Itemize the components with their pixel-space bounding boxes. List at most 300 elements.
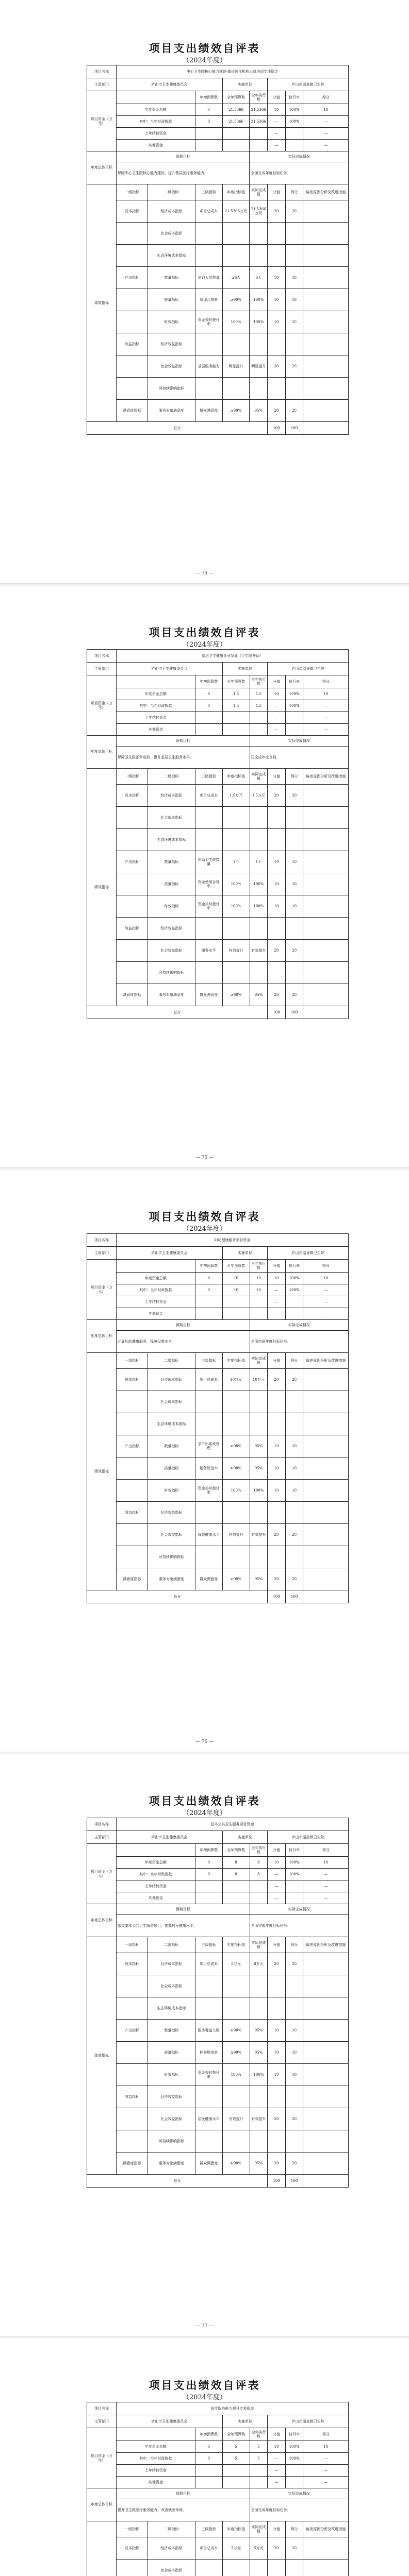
- col-header: 实际完成值: [250, 184, 268, 200]
- budget-value: 1.5: [222, 700, 250, 712]
- budget-value: 10: [303, 2441, 349, 2453]
- indicator-l2: 时效指标: [148, 2064, 195, 2086]
- indicator-l2: 数量指标: [148, 267, 195, 289]
- indicator-target: ≥6人: [222, 267, 250, 289]
- indicator-l3: [195, 1975, 222, 1997]
- indicator-note: [303, 2042, 349, 2064]
- indicator-row: [87, 785, 349, 807]
- col-header: 分值: [268, 2521, 286, 2537]
- goals-group-label: 年度总体目标: [87, 1320, 117, 1353]
- indicator-weight: [268, 1997, 286, 2020]
- budget-value: 10: [222, 1273, 250, 1284]
- budget-group-label: 项目资金（万元）: [87, 2428, 117, 2488]
- indicator-l3: [195, 2086, 222, 2108]
- table-row: [87, 1915, 349, 1937]
- indicator-l1: [116, 223, 148, 245]
- indicator-row: [87, 918, 349, 940]
- budget-row: [87, 688, 349, 700]
- budget-value: —: [268, 724, 286, 736]
- indicator-target: [222, 807, 250, 829]
- indicator-note: [303, 311, 349, 333]
- project-name-value: 医疗服务能力提升专项资金: [117, 2402, 349, 2415]
- indicator-l1: [117, 895, 148, 918]
- budget-value: 100%: [285, 688, 303, 700]
- indicator-row: [87, 1480, 349, 1502]
- indicator-l2: 社会成本指标: [148, 1391, 195, 1413]
- table-cell: [117, 1260, 195, 1273]
- indicator-l2: 经济效益指标: [148, 918, 195, 940]
- budget-group-label: 项目资金（万元）: [87, 1260, 117, 1320]
- project-name-label: 项目名称: [87, 1234, 117, 1247]
- indicator-row: [87, 873, 349, 895]
- indicator-row: [87, 200, 349, 223]
- indicator-score: 10: [285, 311, 303, 333]
- budget-value: 100%: [285, 1857, 303, 1869]
- col-header: 一级指标: [117, 2521, 148, 2537]
- indicator-target: 1.5万元: [222, 785, 250, 807]
- budget-value: 8: [250, 1869, 268, 1880]
- indicator-l2: 质量指标: [148, 873, 195, 895]
- indicator-score: [285, 962, 303, 984]
- indicator-row: [87, 2130, 349, 2153]
- document-page: [0, 1753, 409, 2337]
- col-header: 一级指标: [117, 1937, 148, 1953]
- indicator-note: [303, 1502, 349, 1524]
- budget-value: [222, 1296, 250, 1308]
- total-label: 总分: [87, 422, 268, 435]
- goal-text: 落实基本公共卫生服务项目，提高居民健康水平。: [117, 1915, 250, 1937]
- impl-value: 庐山市温泉镇卫生院: [268, 2415, 349, 2428]
- budget-value: —: [303, 1892, 349, 1904]
- budget-value: [195, 1880, 222, 1892]
- budget-row-label: 上年结转资金: [117, 2465, 195, 2477]
- total-note: [303, 1006, 349, 1019]
- col-header: 年度指标值: [222, 184, 250, 200]
- indicator-note: [303, 400, 349, 422]
- col-header: 三级指标: [195, 1937, 222, 1953]
- indicator-note: [303, 2020, 349, 2042]
- document-page: [0, 0, 409, 584]
- budget-value: [285, 2465, 303, 2477]
- indicator-actual: [250, 1391, 268, 1413]
- indicator-target: [222, 2086, 250, 2108]
- table-row: [87, 1904, 349, 1915]
- indicator-note: [303, 1953, 349, 1975]
- indicator-l2: 生态环境成本指标: [148, 1997, 195, 2020]
- col-header: 一级指标: [117, 769, 148, 785]
- budget-value: [250, 140, 268, 151]
- col-header: 实际完成值: [250, 769, 268, 785]
- indicator-target: ≥90%: [222, 400, 250, 422]
- indicator-weight: [268, 1413, 286, 1435]
- indicator-l2: 可持续影响指标: [148, 1546, 195, 1568]
- indicator-l3: 项目总成本: [195, 785, 222, 807]
- indicator-l1: [116, 378, 148, 400]
- col-header: 得分: [285, 769, 303, 785]
- budget-value: 1.5: [250, 688, 268, 700]
- indicator-actual: 21.5366万元: [250, 200, 268, 223]
- indicator-actual: 95%: [250, 2020, 268, 2042]
- indicator-target: [222, 1413, 250, 1435]
- indicator-weight: 10: [268, 873, 286, 895]
- indicator-l3: 居民健康水平: [195, 2108, 222, 2130]
- goal-actual-header: 实际完成情况: [250, 2488, 348, 2499]
- indicator-score: [285, 829, 303, 851]
- indicator-l3: [195, 1413, 222, 1435]
- dept-value: 庐山市卫生健康委员会: [117, 663, 223, 675]
- indicator-score: 20: [285, 1524, 303, 1546]
- dept-value: 庐山市卫生健康委员会: [117, 1831, 223, 1844]
- indicator-target: [222, 378, 250, 400]
- goal-text: 开展妇幼健康服务，保障母婴安全。: [117, 1331, 250, 1353]
- col-header: 分值: [268, 91, 286, 104]
- col-header: 得分: [303, 1260, 349, 1273]
- total-row: [87, 2175, 349, 2188]
- indicator-weight: 10: [268, 1435, 286, 1458]
- col-header: 分值: [268, 1844, 286, 1857]
- budget-value: [250, 712, 268, 724]
- budget-value: 10: [268, 104, 286, 116]
- indicator-score: 10: [285, 289, 303, 311]
- indicator-weight: 20: [268, 400, 286, 422]
- indicator-l3: [195, 2130, 222, 2153]
- indicator-l3: 档案规范率: [195, 2042, 222, 2064]
- table-row: [87, 162, 349, 184]
- indicator-l3: [195, 807, 222, 829]
- indicator-weight: 20: [268, 1524, 286, 1546]
- budget-value: —: [268, 2477, 286, 2488]
- indicator-actual: 95%: [250, 1568, 268, 1590]
- budget-value: —: [303, 1284, 349, 1296]
- indicator-l1: [117, 962, 148, 984]
- indicator-row: [87, 333, 349, 355]
- evaluation-table: [87, 649, 349, 1019]
- indicator-row: [87, 1458, 349, 1480]
- budget-value: 1.5: [250, 700, 268, 712]
- indicator-weight: 20: [268, 2108, 286, 2130]
- page-number: — 77 —: [195, 2324, 214, 2329]
- indicator-target: [222, 245, 250, 267]
- indicator-target: 有效提升: [222, 2108, 250, 2130]
- total-row: [87, 422, 349, 435]
- indicator-row: [87, 400, 349, 422]
- indicator-l1: 效益指标: [117, 2086, 148, 2108]
- goal-result: 全面完成年度目标任务。: [250, 1915, 348, 1937]
- indicator-l3: 培训合格率: [195, 289, 222, 311]
- indicator-note: [303, 1369, 349, 1391]
- indicator-l1: [117, 1546, 148, 1568]
- budget-value: 0: [195, 1869, 222, 1880]
- table-row: [87, 65, 349, 78]
- indicator-l1: [117, 2108, 148, 2130]
- indicator-l3: 项目总成本: [195, 1953, 222, 1975]
- indicator-target: [222, 1391, 250, 1413]
- indicator-row: [87, 1568, 349, 1590]
- indicator-score: 10: [285, 1480, 303, 1502]
- page-year: （2024年度）: [182, 2394, 227, 2401]
- budget-row: [87, 2441, 349, 2453]
- table-row: [87, 2402, 349, 2415]
- total-label: 总分: [87, 1006, 268, 1019]
- indicator-score: [285, 1413, 303, 1435]
- indicator-l3: 服务规范率: [195, 1458, 222, 1480]
- budget-value: 100%: [285, 104, 303, 116]
- page-number: — 75 —: [195, 1155, 214, 1160]
- budget-row: [87, 1273, 349, 1284]
- budget-row-label: 其中：当年财政拨款: [117, 2453, 195, 2465]
- budget-row: [87, 1892, 349, 1904]
- page-year: （2024年度）: [182, 57, 227, 64]
- budget-value: [195, 1308, 222, 1320]
- indicator-row: [87, 1435, 349, 1458]
- indicator-note: [303, 918, 349, 940]
- indicator-score: [285, 1391, 303, 1413]
- indicator-l2: 社会效益指标: [148, 1524, 195, 1546]
- total-note: [303, 1590, 349, 1603]
- indicator-actual: [250, 2086, 268, 2108]
- indicator-target: [222, 223, 250, 245]
- indicator-note: [303, 785, 349, 807]
- page-separator: [0, 1167, 409, 1170]
- indicator-weight: 10: [268, 1458, 286, 1480]
- total-score: 100: [285, 422, 303, 435]
- indicator-l2: 经济效益指标: [148, 333, 195, 355]
- indicator-l3: [195, 2560, 222, 2576]
- indicator-l2: 经济成本指标: [148, 785, 195, 807]
- indicator-score: 20: [285, 940, 303, 962]
- indicator-weight: [268, 1546, 286, 1568]
- col-header: 二级指标: [148, 769, 195, 785]
- col-header: 执行率: [285, 1844, 303, 1857]
- budget-value: 8: [222, 1857, 250, 1869]
- indicator-l2: 社会成本指标: [148, 223, 195, 245]
- indicator-score: [285, 2130, 303, 2153]
- budget-value: —: [268, 1892, 286, 1904]
- budget-value: [195, 712, 222, 724]
- col-header: 偏差原因分析及改进措施: [303, 1937, 349, 1953]
- indicator-l1: 产出指标: [116, 267, 148, 289]
- budget-row: [87, 700, 349, 712]
- budget-value: [285, 140, 303, 151]
- budget-value: [285, 128, 303, 140]
- indicator-l1: [117, 807, 148, 829]
- indicator-target: 21.5366万元: [222, 200, 250, 223]
- budget-row: [87, 1869, 349, 1880]
- indicator-l1: [117, 2042, 148, 2064]
- indicator-l3: 补助卫生院数量: [195, 851, 222, 873]
- total-row: [87, 1006, 349, 1019]
- budget-row: [87, 116, 349, 128]
- indicator-weight: 20: [268, 785, 286, 807]
- indicator-actual: 95%: [250, 1435, 268, 1458]
- indicator-target: ≥90%: [222, 1435, 250, 1458]
- budget-row-label: 其中：当年财政拨款: [116, 116, 195, 128]
- goal-result: 全面完成年度目标任务。: [250, 1331, 348, 1353]
- indicator-l2: 服务对象满意度: [148, 1568, 195, 1590]
- indicator-actual: 100%: [250, 2064, 268, 2086]
- indicator-weight: [268, 333, 286, 355]
- indicator-actual: 100%: [250, 895, 268, 918]
- budget-value: [222, 712, 250, 724]
- indicator-actual: [250, 829, 268, 851]
- indicator-l2: 可持续影响指标: [148, 2130, 195, 2153]
- col-header: 三级指标: [195, 769, 222, 785]
- indicator-weight: 20: [268, 1953, 286, 1975]
- budget-group-label: 项目资金（万元）: [87, 1844, 117, 1904]
- goal-expected-header: 预期目标: [117, 2488, 250, 2499]
- budget-value: —: [303, 2477, 349, 2488]
- indicator-score: 20: [285, 400, 303, 422]
- budget-value: 100%: [285, 1284, 303, 1296]
- indicator-note: [303, 245, 349, 267]
- page-title: 项目支出绩效自评表: [149, 1210, 260, 1223]
- indicator-actual: [250, 1413, 268, 1435]
- budget-value: [250, 2477, 268, 2488]
- budget-row-label: 其他资金: [117, 1308, 195, 1320]
- col-header: 全年预算数: [222, 1844, 250, 1857]
- budget-value: [195, 1892, 222, 1904]
- indicator-note: [303, 1413, 349, 1435]
- indicator-score: 20: [285, 2537, 303, 2560]
- total-score: 100: [285, 1590, 303, 1603]
- indicator-row: [87, 1546, 349, 1568]
- indicator-note: [303, 1546, 349, 1568]
- indicator-l3: [195, 378, 222, 400]
- indicator-target: ≥90%: [222, 984, 250, 1006]
- page-title: 项目支出绩效自评表: [149, 2379, 260, 2392]
- indicator-target: [222, 829, 250, 851]
- indicator-weight: 10: [268, 895, 286, 918]
- indicator-l2: 质量指标: [148, 2042, 195, 2064]
- indicator-score: 20: [285, 2153, 303, 2175]
- indicator-target: [222, 333, 250, 355]
- budget-row-label: 其他资金: [116, 140, 195, 151]
- budget-value: [222, 1308, 250, 1320]
- indicator-l2: 社会成本指标: [148, 807, 195, 829]
- indicator-target: 有效提升: [222, 940, 250, 962]
- indicator-score: [285, 223, 303, 245]
- budget-value: —: [268, 116, 286, 128]
- document-page: [0, 2337, 409, 2576]
- budget-row-label: 上年结转资金: [117, 712, 195, 724]
- budget-value: 10: [303, 1857, 349, 1869]
- col-header: 三级指标: [195, 2521, 222, 2537]
- impl-value: 庐山市温泉镇卫生院: [268, 663, 349, 675]
- indicator-l3: [195, 1997, 222, 2020]
- budget-value: —: [303, 140, 349, 151]
- indicator-note: [303, 1435, 349, 1458]
- col-header: 二级指标: [148, 2521, 195, 2537]
- dept-label: 主管部门: [87, 1247, 117, 1260]
- indicator-l3: 资金按时拨付率: [195, 311, 222, 333]
- indicator-row: [87, 1413, 349, 1435]
- budget-value: [250, 1296, 268, 1308]
- indicators-group-label: [87, 2521, 117, 2576]
- goal-text: 保障卫生院正常运转，提升基层卫生服务水平。: [117, 747, 250, 769]
- evaluation-table: [87, 1818, 349, 2188]
- indicator-l3: [195, 918, 222, 940]
- indicator-score: [285, 1997, 303, 2020]
- budget-value: 21.5366: [222, 104, 250, 116]
- indicator-l2: 生态环境成本指标: [148, 829, 195, 851]
- col-header: 年初预算数: [195, 675, 222, 688]
- table-row: [87, 1247, 349, 1260]
- dept-value: 庐山市卫生健康委员会: [117, 1247, 223, 1260]
- indicator-l2: 服务对象满意度: [148, 400, 195, 422]
- indicator-score: 20: [285, 2108, 303, 2130]
- indicator-l1: [117, 873, 148, 895]
- total-note: [303, 2175, 349, 2188]
- indicator-row: [87, 1524, 349, 1546]
- indicator-target: 100%: [222, 895, 250, 918]
- indicator-note: [303, 873, 349, 895]
- indicator-l1: [117, 1524, 148, 1546]
- project-name-label: 项目名称: [87, 2402, 117, 2415]
- budget-row-label: 其中：当年财政拨款: [117, 1869, 195, 1880]
- indicator-l1: 效益指标: [116, 333, 148, 355]
- indicator-l3: 资金使用合规率: [195, 873, 222, 895]
- project-name-value: 中心卫生院核心能力建设·基层医疗机构人员培训专项资金: [116, 65, 348, 78]
- table-cell: [117, 2428, 195, 2441]
- indicator-note: [303, 378, 349, 400]
- indicator-score: [285, 807, 303, 829]
- indicator-l1: 成本指标: [117, 785, 148, 807]
- indicator-weight: [268, 1502, 286, 1524]
- budget-group-label: 项目资金（万元）: [87, 675, 117, 736]
- dept-value: 庐山市卫生健康委员会: [117, 2415, 223, 2428]
- total-score: 100: [285, 1006, 303, 1019]
- indicator-actual: 10万元: [250, 1369, 268, 1391]
- indicator-row: [87, 2086, 349, 2108]
- budget-row-label: 年度资金总额: [117, 1273, 195, 1284]
- indicator-target: 明显提升: [222, 355, 250, 378]
- indicator-l1: 成本指标: [116, 200, 148, 223]
- indicator-l2: 数量指标: [148, 1435, 195, 1458]
- indicator-l1: [116, 355, 148, 378]
- total-weight: 100: [268, 422, 286, 435]
- indicator-l3: 资金按时拨付率: [195, 1480, 222, 1502]
- budget-value: [250, 1892, 268, 1904]
- total-weight: 100: [268, 2175, 286, 2188]
- page-separator: [0, 1752, 409, 1754]
- indicator-l2: 社会效益指标: [148, 940, 195, 962]
- budget-value: 0: [195, 1284, 222, 1296]
- budget-value: —: [303, 128, 349, 140]
- indicator-actual: [250, 962, 268, 984]
- col-header: 全年预算数: [222, 675, 250, 688]
- dept-label: 主管部门: [87, 1831, 117, 1844]
- indicator-actual: 100%: [250, 1480, 268, 1502]
- col-header: 得分: [285, 184, 303, 200]
- budget-value: 5: [250, 2441, 268, 2453]
- indicator-weight: 20: [268, 1369, 286, 1391]
- indicator-l3: 群众满意度: [195, 2153, 222, 2175]
- table-row: [87, 663, 349, 675]
- indicator-weight: [268, 1975, 286, 1997]
- indicator-score: 10: [285, 1458, 303, 1480]
- indicator-target: 5万元: [222, 2537, 250, 2560]
- indicator-row: [87, 829, 349, 851]
- total-weight: 100: [268, 1006, 286, 1019]
- col-header: 年度指标值: [222, 2521, 250, 2537]
- budget-value: [222, 140, 250, 151]
- indicator-weight: 10: [268, 2020, 286, 2042]
- indicator-score: [285, 1502, 303, 1524]
- total-weight: 100: [268, 1590, 286, 1603]
- table-row: [87, 1831, 349, 1844]
- indicator-l3: 服务覆盖人数: [195, 2020, 222, 2042]
- budget-value: 21.5366: [250, 116, 268, 128]
